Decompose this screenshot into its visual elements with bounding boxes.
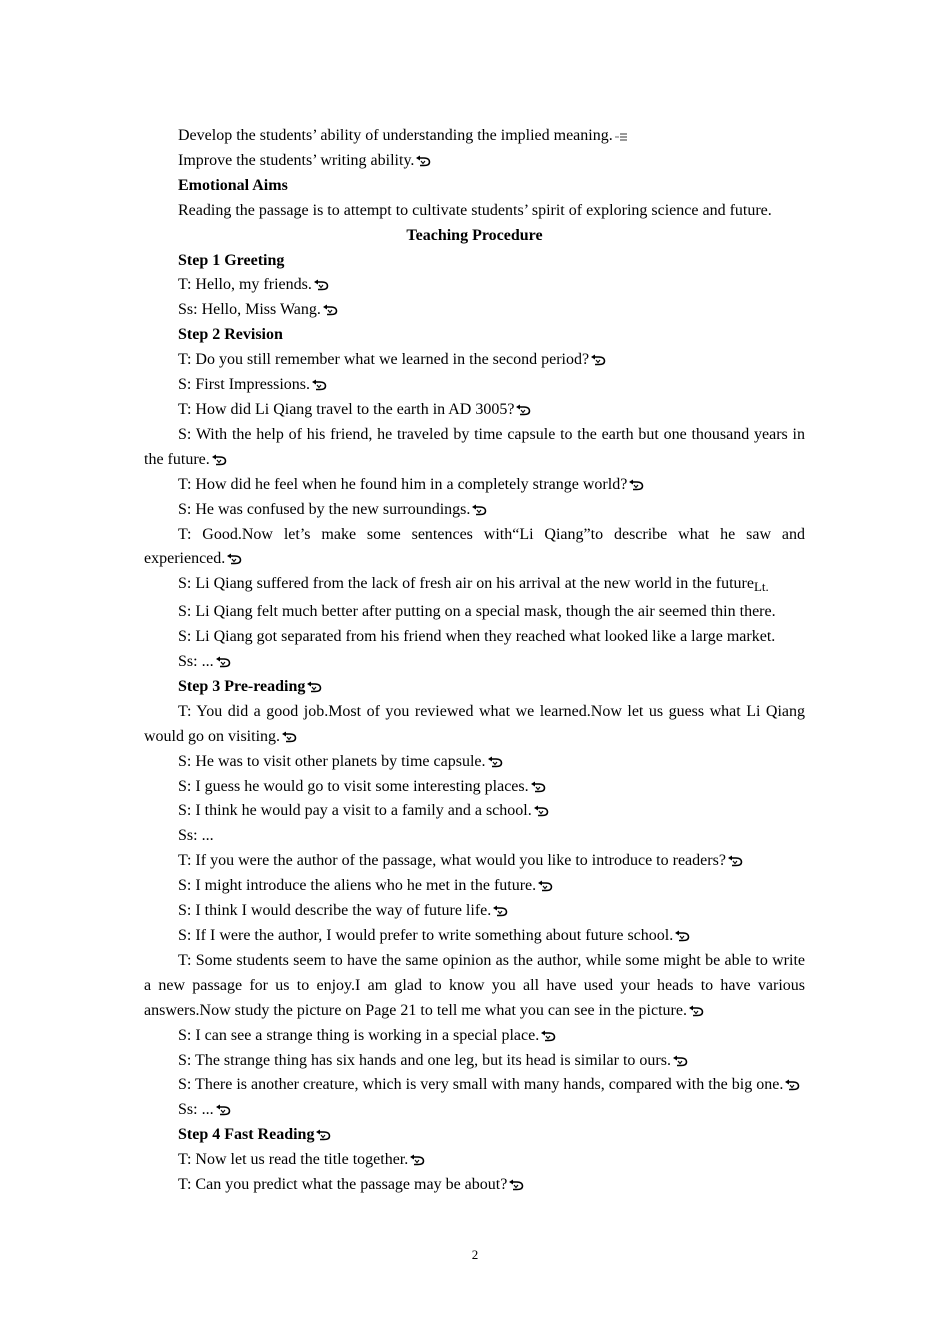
- return-arrow-icon: [211, 454, 228, 466]
- return-arrow-icon: [487, 756, 504, 768]
- return-arrow-icon: [530, 781, 547, 793]
- line-text: S: There is another creature, which is very small with many hands, compared with the big one.: [178, 1076, 784, 1094]
- line-text: T: Can you predict what the passage may be about?: [178, 1176, 508, 1194]
- line-text: S: I think I would describe the way of future life.: [178, 902, 492, 920]
- line-text: T: If you were the author of the passage, what would you like to introduce to readers?: [178, 852, 726, 870]
- step-heading: [144, 323, 805, 348]
- document-body: [144, 124, 805, 1198]
- return-arrow-icon: [409, 1154, 426, 1166]
- return-arrow-icon: [672, 1055, 689, 1067]
- line-text: T: Hello, my friends.: [178, 276, 312, 294]
- text-line: [144, 348, 805, 373]
- return-arrow-icon: [306, 681, 323, 693]
- line-suffix: Lt.: [753, 579, 769, 595]
- line-text: T: Now let us read the title together.: [178, 1151, 409, 1169]
- text-line: [144, 1024, 805, 1049]
- return-arrow-icon: [322, 304, 339, 316]
- line-text: Ss: Hello, Miss Wang.: [178, 301, 321, 319]
- text-line: [144, 273, 805, 298]
- text-line: [144, 1049, 805, 1074]
- step-heading: [144, 675, 805, 700]
- text-line: [144, 899, 805, 924]
- text-line: [144, 498, 805, 523]
- line-text: T: Do you still remember what we learned in the second period?: [178, 351, 590, 369]
- line-text: T: Some students seem to have the same opinion as the author, while some might be able to write a new passage for us to enjoy.I am glad to know you all have used your heads to have various answers.Now study the picture on Page 21 to tell me what you can see in the picture.: [144, 951, 805, 1019]
- page-number: 2: [471, 1247, 479, 1262]
- text-line: [144, 473, 805, 498]
- return-arrow-icon: [508, 1179, 525, 1191]
- line-text: S: If I were the author, I would prefer to write something about future school.: [178, 927, 674, 944]
- line-text: S: I guess he would go to visit some interesting places.: [178, 777, 529, 795]
- return-arrow-icon: [215, 1104, 232, 1116]
- return-arrow-icon: [628, 479, 645, 491]
- line-text: S: Li Qiang suffered from the lack of fresh air on his arrival at the new world in the future: [178, 575, 754, 593]
- text-line: [144, 750, 805, 775]
- text-line: [144, 199, 805, 224]
- step-heading: [144, 1123, 805, 1148]
- return-arrow-icon: [415, 155, 432, 167]
- text-line: [144, 523, 805, 573]
- text-line: [144, 824, 805, 849]
- return-arrow-icon: [315, 1129, 332, 1141]
- line-text: T: You did a good job.Most of you reviewed what we learned.Now let us guess what Li Qiang would go on visiting.: [144, 702, 805, 745]
- return-arrow-icon: [311, 379, 328, 391]
- return-arrow-icon: [492, 905, 509, 917]
- line-text: S: He was to visit other planets by time capsule.: [178, 752, 486, 770]
- text-line: [144, 298, 805, 323]
- return-arrow-icon: [215, 656, 232, 668]
- line-text: S: The strange thing has six hands and one leg, but its head is similar to ours.: [178, 1051, 671, 1069]
- return-arrow-icon: [313, 279, 330, 291]
- text-line: [144, 149, 805, 174]
- text-line: [144, 600, 805, 625]
- line-text: Reading the passage is to attempt to cultivate students’ spirit of exploring science and future.: [178, 201, 772, 219]
- return-arrow-icon: [688, 1005, 705, 1017]
- line-text: Teaching Procedure: [406, 226, 543, 244]
- text-line: [144, 949, 805, 1024]
- line-text: Develop the students’ ability of understanding the implied meaning.: [178, 127, 613, 144]
- return-arrow-icon: [727, 855, 744, 867]
- line-text: T: How did he feel when he found him in a completely strange world?: [178, 475, 628, 493]
- return-arrow-icon: [590, 354, 607, 366]
- return-arrow-icon: [281, 731, 298, 743]
- line-text: S: He was confused by the new surroundings.: [178, 500, 471, 518]
- text-line: [144, 572, 805, 600]
- return-arrow-icon: [537, 880, 554, 892]
- text-line: [144, 775, 805, 800]
- line-text: S: First Impressions.: [178, 376, 311, 394]
- text-line: [144, 625, 805, 650]
- text-line: [144, 1173, 805, 1198]
- return-arrow-icon: [540, 1030, 557, 1042]
- line-text: Ss: ...: [178, 1101, 214, 1119]
- section-heading: [144, 224, 805, 249]
- paragraph-end-icon: [614, 130, 631, 142]
- text-line: [144, 924, 805, 949]
- line-text: Emotional Aims: [178, 176, 288, 194]
- line-text: S: Li Qiang felt much better after putting on a special mask, though the air seemed thin there.: [178, 603, 776, 621]
- line-text: Ss: ...: [178, 827, 214, 845]
- return-arrow-icon: [674, 930, 691, 942]
- text-line: [144, 1098, 805, 1123]
- line-text: T: How did Li Qiang travel to the earth in AD 3005?: [178, 400, 515, 418]
- text-line: [144, 650, 805, 675]
- text-line: [144, 373, 805, 398]
- line-text: S: I might introduce the aliens who he met in the future.: [178, 877, 537, 895]
- text-line: [144, 423, 805, 473]
- step-heading: [144, 174, 805, 199]
- text-line: [144, 874, 805, 899]
- return-arrow-icon: [784, 1079, 801, 1091]
- line-text: S: I can see a strange thing is working in a special place.: [178, 1026, 540, 1044]
- text-line: [144, 799, 805, 824]
- return-arrow-icon: [515, 404, 532, 416]
- text-line: [144, 1073, 805, 1098]
- line-text: Step 1 Greeting: [178, 251, 285, 269]
- line-text: T: Good.Now let’s make some sentences with“Li Qiang”to describe what he saw and experienced.: [144, 525, 805, 568]
- text-line: [144, 124, 805, 149]
- line-text: S: With the help of his friend, he traveled by time capsule to the earth but one thousand years in the future.: [144, 425, 805, 468]
- text-line: [144, 398, 805, 423]
- line-text: Ss: ...: [178, 653, 214, 671]
- text-line: [144, 1148, 805, 1173]
- line-text: S: Li Qiang got separated from his friend when they reached what looked like a large market.: [178, 628, 776, 646]
- text-line: [144, 849, 805, 874]
- line-text: Step 2 Revision: [178, 326, 283, 344]
- return-arrow-icon: [471, 504, 488, 516]
- step-heading: [144, 249, 805, 274]
- line-text: Step 3 Pre-reading: [178, 677, 306, 695]
- line-text: Improve the students’ writing ability.: [178, 151, 415, 169]
- line-text: S: I think he would pay a visit to a family and a school.: [178, 802, 532, 820]
- return-arrow-icon: [533, 805, 550, 817]
- text-line: [144, 700, 805, 750]
- return-arrow-icon: [226, 553, 243, 565]
- line-text: Step 4 Fast Reading: [178, 1126, 315, 1144]
